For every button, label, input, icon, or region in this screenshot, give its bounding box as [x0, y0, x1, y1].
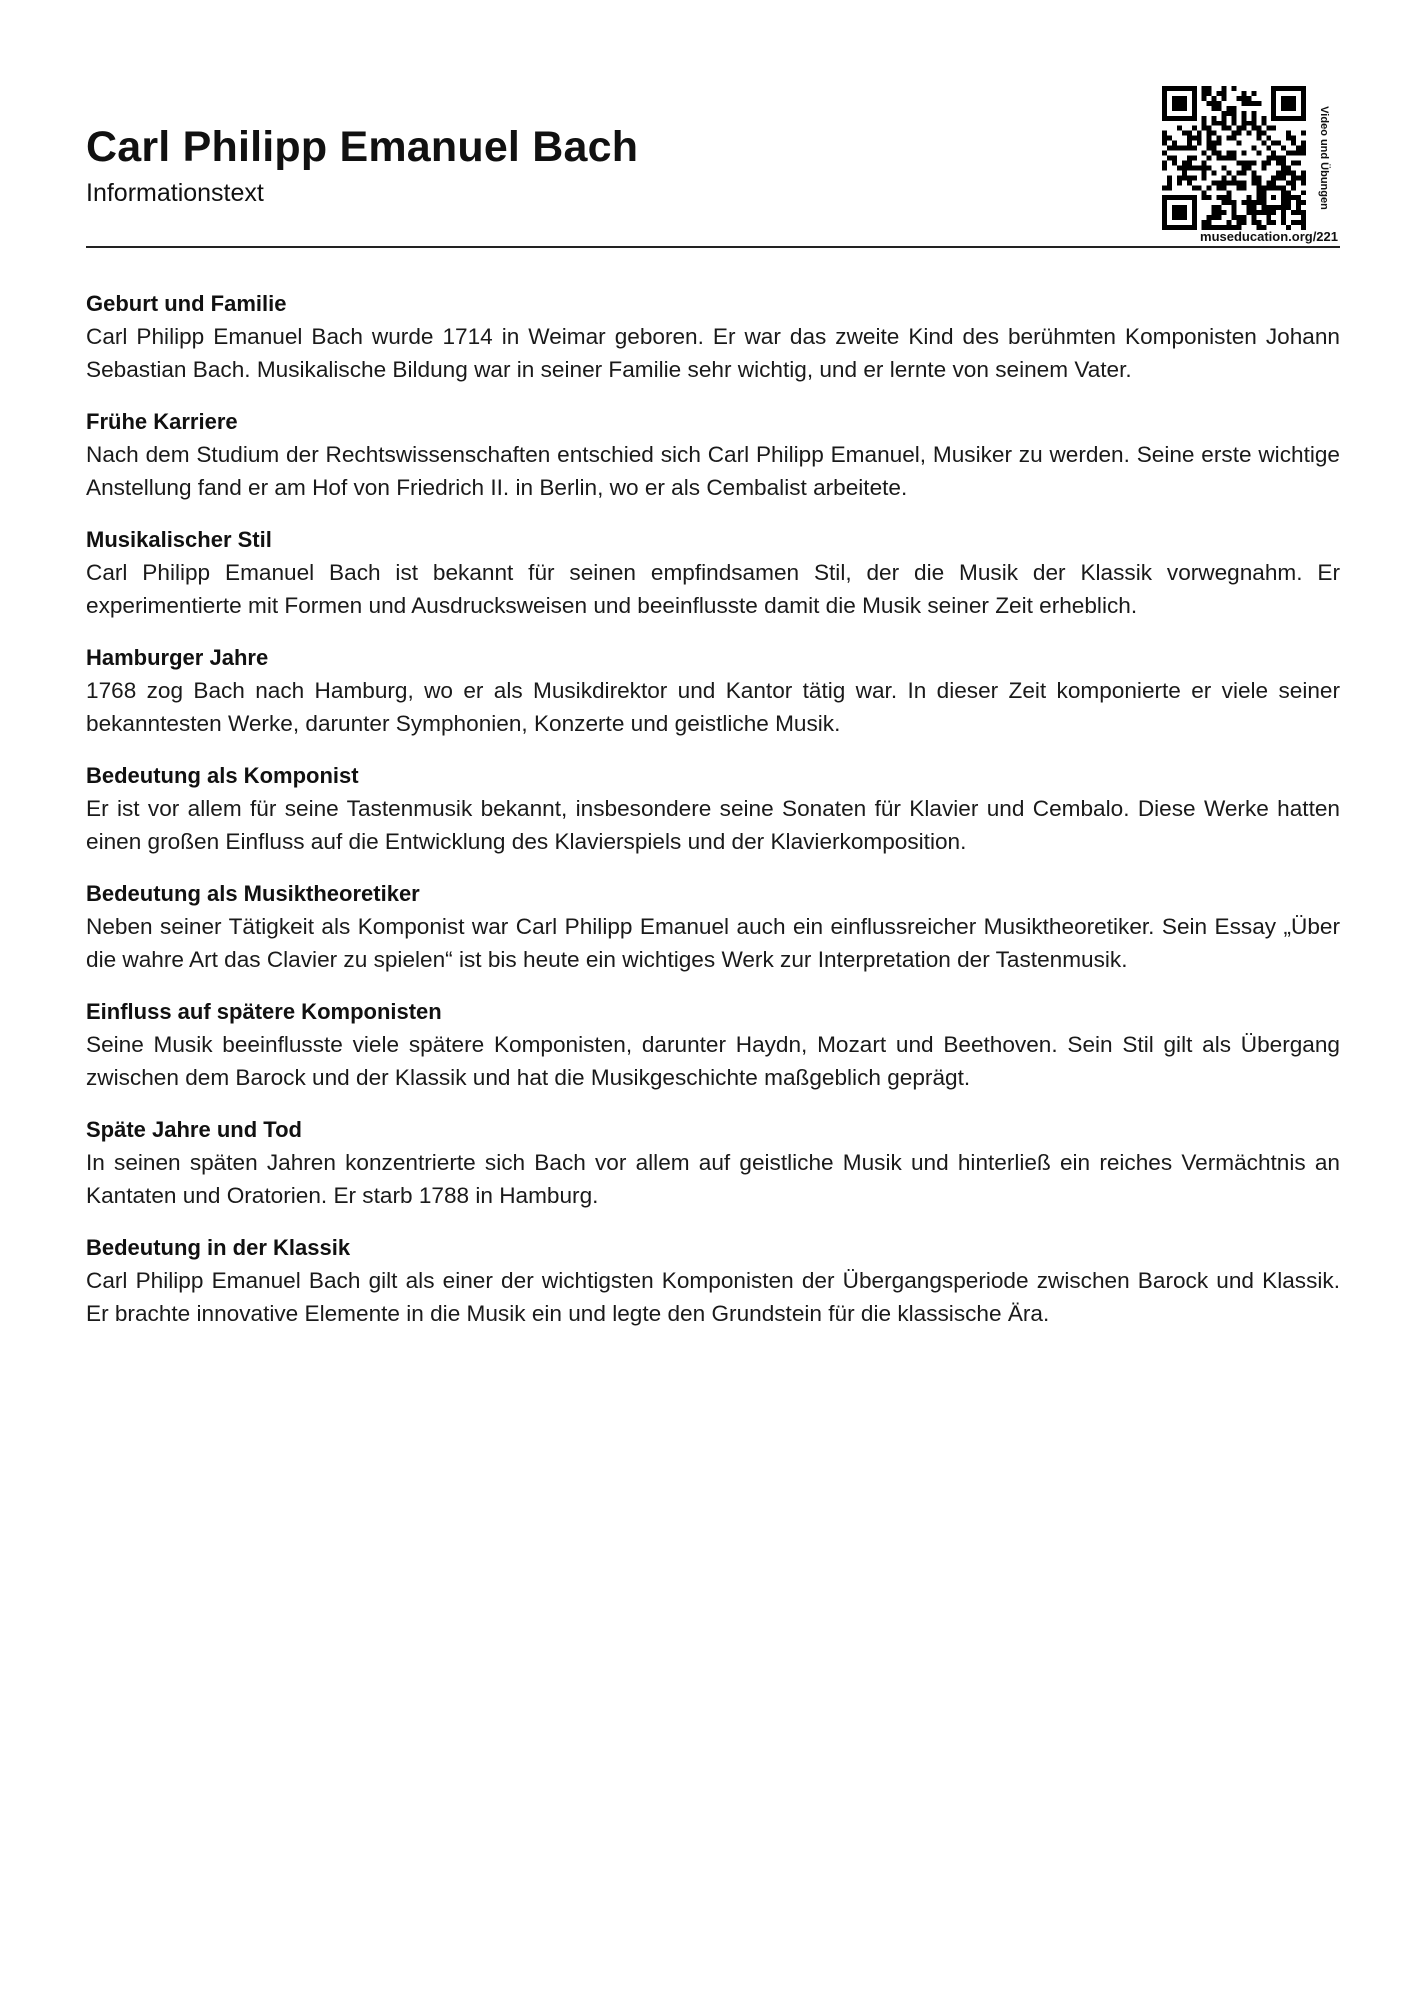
- section-heading: Bedeutung in der Klassik: [86, 1235, 351, 1260]
- section-heading: Bedeutung als Komponist: [86, 763, 359, 788]
- qr-code-icon[interactable]: [1162, 86, 1306, 230]
- qr-side-label: Video und Übungen: [1318, 106, 1330, 210]
- section-heading: Einfluss auf spätere Komponisten: [86, 999, 442, 1024]
- section-musical-style: [86, 524, 1340, 622]
- qr-link-block[interactable]: [1158, 86, 1340, 246]
- page-subtitle: Informationstext: [86, 179, 264, 207]
- section-text: Nach dem Studium der Rechtswissenschaften entschied sich Carl Philipp Emanuel, Musiker zu werden. Seine erste wichtige Anstellung fand er am Hof von Friedrich II. in Berlin, wo er als Cembalist arbeitete.: [86, 442, 1340, 500]
- section-heading: Frühe Karriere: [86, 409, 238, 434]
- section-significance-composer: [86, 760, 1340, 858]
- section-influence: [86, 996, 1340, 1094]
- section-text: Carl Philipp Emanuel Bach ist bekannt für seinen empfindsamen Stil, der die Musik der Klassik vorwegnahm. Er experimentierte mit Formen und Ausdrucksweisen und beeinflusste damit die Musik seiner Zeit erheblich.: [86, 560, 1340, 618]
- section-text: Seine Musik beeinflusste viele spätere Komponisten, darunter Haydn, Mozart und Beethoven. Sein Stil gilt als Übergang zwischen dem Barock und der Klassik und hat die Musikgeschichte maßgeblich geprägt.: [86, 1032, 1340, 1090]
- section-early-career: [86, 406, 1340, 504]
- section-classical-significance: [86, 1232, 1340, 1330]
- section-text: Neben seiner Tätigkeit als Komponist war Carl Philipp Emanuel auch ein einflussreicher Musiktheoretiker. Sein Essay „Über die wahre Art das Clavier zu spielen“ ist bis heute ein wichtiges Werk zur Interpretation der Tastenmusik.: [86, 914, 1340, 972]
- section-text: Carl Philipp Emanuel Bach gilt als einer der wichtigsten Komponisten der Übergangsperiode zwischen Barock und Klassik. Er brachte innovative Elemente in die Musik ein und legte den Grundstein für die klassische Ära.: [86, 1268, 1340, 1326]
- document-header: [86, 86, 1340, 248]
- section-heading: Bedeutung als Musiktheoretiker: [86, 881, 420, 906]
- header-divider: [86, 246, 1340, 248]
- qr-url[interactable]: museducation.org/221: [1200, 229, 1338, 244]
- section-heading: Musikalischer Stil: [86, 527, 272, 552]
- section-text: In seinen späten Jahren konzentrierte sich Bach vor allem auf geistliche Musik und hinterließ ein reiches Vermächtnis an Kantaten und Oratorien. Er starb 1788 in Hamburg.: [86, 1150, 1340, 1208]
- section-significance-theorist: [86, 878, 1340, 976]
- section-text: Carl Philipp Emanuel Bach wurde 1714 in Weimar geboren. Er war das zweite Kind des berühmten Komponisten Johann Sebastian Bach. Musikalische Bildung war in seiner Familie sehr wichtig, und er lernte von seinem Vater.: [86, 324, 1340, 382]
- section-birth-family: [86, 288, 1340, 386]
- section-text: 1768 zog Bach nach Hamburg, wo er als Musikdirektor und Kantor tätig war. In dieser Zeit komponierte er viele seiner bekanntesten Werke, darunter Symphonien, Konzerte und geistliche Musik.: [86, 678, 1340, 736]
- section-heading: Hamburger Jahre: [86, 645, 269, 670]
- section-heading: Geburt und Familie: [86, 291, 287, 316]
- section-text: Er ist vor allem für seine Tastenmusik bekannt, insbesondere seine Sonaten für Klavier und Cembalo. Diese Werke hatten einen großen Einfluss auf die Entwicklung des Klavierspiels und der Klavierkomposition.: [86, 796, 1340, 854]
- page-title: Carl Philipp Emanuel Bach: [86, 123, 639, 171]
- section-hamburg-years: [86, 642, 1340, 740]
- section-late-years: [86, 1114, 1340, 1212]
- document-body: [86, 288, 1340, 1350]
- section-heading: Späte Jahre und Tod: [86, 1117, 302, 1142]
